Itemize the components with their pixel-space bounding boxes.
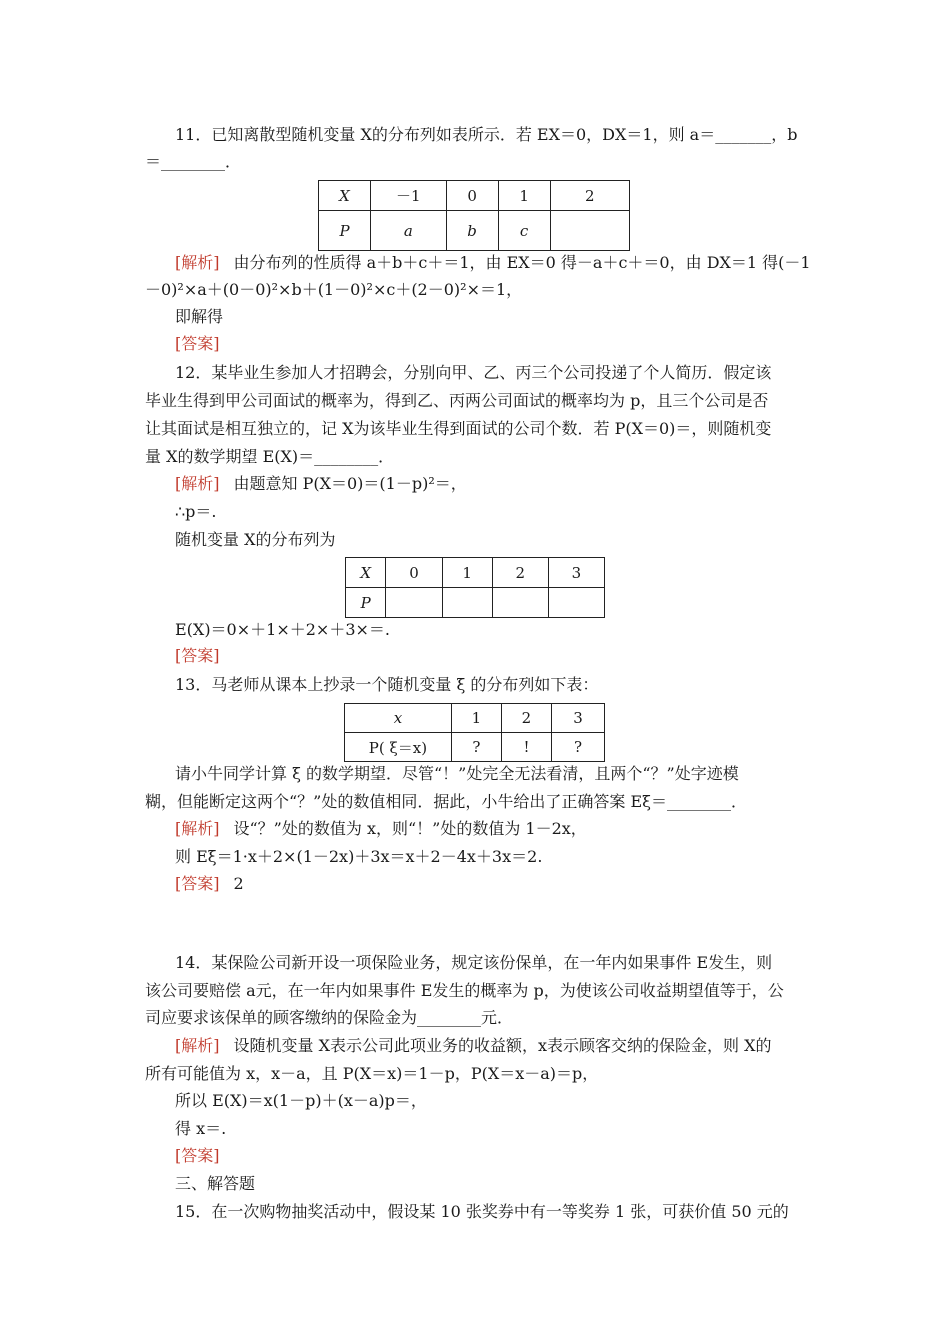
analysis-text: 设随机变量 X表示公司此项业务的收益额，x表示顾客交纳的保险金，则 X的: [233, 1036, 772, 1055]
answer-tag: [答案]: [175, 646, 220, 665]
table-cell: 1: [451, 704, 501, 733]
table-cell: 3: [551, 704, 604, 733]
q11-analysis-line-2: －0)²×a＋(0－0)²×b＋(1－0)²×c＋(2－0)²×＝1，: [145, 280, 523, 299]
analysis-tag: [解析]: [175, 474, 220, 493]
table-cell: a: [371, 211, 447, 251]
q14-line-3: 司应要求该保单的顾客缴纳的保险金为________元．: [145, 1008, 514, 1027]
q12-line-4: 量 X的数学期望 E(X)＝________．: [145, 447, 395, 466]
table-cell: [550, 211, 629, 251]
q14-line-1: 14．某保险公司新开设一项保险业务，规定该份保单，在一年内如果事件 E发生，则: [175, 953, 773, 972]
table-cell: ?: [551, 733, 604, 762]
table-cell: 3: [548, 558, 604, 588]
table-cell: x: [345, 704, 452, 733]
q12-line-2: 毕业生得到甲公司面试的概率为，得到乙、丙两公司面试的概率均为 p，且三个公司是否: [145, 391, 769, 410]
q13-answer: [175, 874, 244, 894]
table-cell: ?: [451, 733, 501, 762]
analysis-text: 由分布列的性质得 a＋b＋c＋＝1，由 EX＝0 得－a＋c＋＝0，由 DX＝1 得(－1: [233, 253, 811, 272]
table-cell: X: [346, 558, 386, 588]
table-cell: 0: [386, 558, 442, 588]
q14-analysis-line-1: [175, 1036, 771, 1056]
table-cell: [548, 588, 604, 618]
q13-line-2: 请小牛同学计算 ξ 的数学期望．尽管“！”处完全无法看清，且两个“？”处字迹模: [175, 764, 739, 783]
analysis-tag: [解析]: [175, 819, 220, 838]
table-cell: c: [498, 211, 550, 251]
section-heading: 三、解答题: [175, 1174, 256, 1193]
q14-line-2: 该公司要赔偿 a元，在一年内如果事件 E发生的概率为 p，为使该公司收益期望值等于，公: [145, 981, 784, 1000]
q12-analysis-line-3: 随机变量 X的分布列为: [175, 530, 336, 549]
q11-analysis-line-1: [175, 253, 811, 273]
analysis-text: 设“？”处的数值为 x，则“！”处的数值为 1－2x，: [233, 819, 587, 838]
q13-line-1: 13．马老师从课本上抄录一个随机变量 ξ 的分布列如下表：: [175, 675, 599, 694]
q13-line-3: 糊，但能断定这两个“？”处的数值相同．据此，小牛给出了正确答案 Eξ＝________．: [145, 792, 747, 811]
table-cell: P: [346, 588, 386, 618]
q13-distribution-table: [344, 703, 605, 762]
q12-line-3: 让其面试是相互独立的，记 X为该毕业生得到面试的公司个数．若 P(X＝0)＝，则随机变: [145, 419, 772, 438]
q11-analysis-line-3: 即解得: [175, 307, 224, 326]
q14-analysis-line-2: 所有可能值为 x，x－a，且 P(X＝x)＝1－p，P(X＝x－a)＝p，: [145, 1064, 599, 1083]
answer-tag: [答案]: [175, 1146, 220, 1165]
table-cell: P: [319, 211, 371, 251]
table-cell: [442, 588, 492, 618]
table-cell: 2: [492, 558, 548, 588]
table-cell: 2: [550, 181, 629, 211]
q11-line-1: 11．已知离散型随机变量 X的分布列如表所示．若 EX＝0，DX＝1，则 a＝_______，b: [175, 125, 798, 144]
table-cell: 1: [498, 181, 550, 211]
q11-line-2: ＝________．: [145, 152, 242, 171]
table-cell: P( ξ＝x): [345, 733, 452, 762]
analysis-text: 由题意知 P(X＝0)＝(1－p)²＝，: [233, 474, 467, 493]
q13-analysis-line-1: [175, 819, 587, 839]
table-cell: [386, 588, 442, 618]
analysis-tag: [解析]: [175, 1036, 220, 1055]
table-cell: b: [446, 211, 498, 251]
analysis-tag: [解析]: [175, 253, 220, 272]
q12-answer: [175, 646, 234, 666]
q15-line-1: 15．在一次购物抽奖活动中，假设某 10 张奖券中有一等奖券 1 张，可获价值 50 元的: [175, 1202, 789, 1221]
q13-analysis-line-2: 则 Eξ＝1·x＋2×(1－2x)＋3x＝x＋2－4x＋3x＝2.: [175, 847, 543, 866]
q11-distribution-table: [318, 180, 630, 251]
q14-analysis-line-4: 得 x＝.: [175, 1119, 227, 1138]
table-cell: 1: [442, 558, 492, 588]
q12-distribution-table: [345, 557, 605, 618]
table-cell: X: [319, 181, 371, 211]
answer-value: 2: [233, 874, 244, 893]
q12-expectation: E(X)＝0×＋1×＋2×＋3×＝.: [175, 620, 390, 639]
q14-analysis-line-3: 所以 E(X)＝x(1－p)＋(x－a)p＝，: [175, 1091, 427, 1110]
q12-analysis-line-2: ∴p＝.: [175, 502, 217, 521]
table-cell: 0: [446, 181, 498, 211]
table-cell: !: [501, 733, 551, 762]
table-cell: －1: [371, 181, 447, 211]
answer-tag: [答案]: [175, 874, 220, 893]
q12-analysis-line-1: [175, 474, 467, 494]
q12-line-1: 12．某毕业生参加人才招聘会，分别向甲、乙、丙三个公司投递了个人简历．假定该: [175, 363, 772, 382]
q11-answer: [175, 334, 234, 354]
table-cell: 2: [501, 704, 551, 733]
q14-answer: [175, 1146, 234, 1166]
table-cell: [492, 588, 548, 618]
answer-tag: [答案]: [175, 334, 220, 353]
